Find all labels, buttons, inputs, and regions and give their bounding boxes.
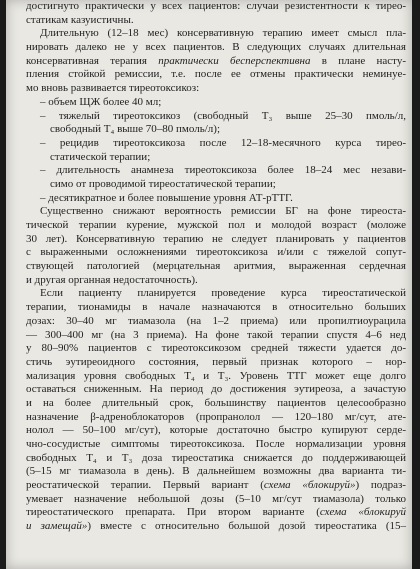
text-line: ствующей патологией (мерцательная аритмия, выраженная сердечная [26, 260, 406, 273]
text-line: умевает назначение небольшой дозы (5–10 мг/сут тиамазола) только [26, 492, 406, 505]
list-item: – тяжелый тиреотоксикоз (свободный T₃ выше 25–30 пмоль/л, [40, 109, 406, 122]
text-line: у 80–90% пациентов с тиреотоксикозом средней тяжести удается до- [26, 342, 406, 355]
text-line: тической терапии курение, мужской пол и молодой возраст (моложе [26, 219, 406, 231]
text-line: оставаться сниженным. На период до достижения эутиреоза, а зачастую [26, 383, 406, 396]
text-line: с выраженными осложнениями тиреотоксикоза и/или с тяжелой сопут- [26, 246, 406, 259]
text-line: дозах: 30–40 мг тиамазола (на 1–2 приема) или пропилтиоурацила [26, 314, 406, 327]
list-item: – длительность анамнеза тиреотоксикоза более 18–24 мес незави- [40, 164, 406, 177]
text-line: Существенно снижают вероятность ремиссии БГ на фоне тиреоста- [40, 205, 406, 218]
text-line: достигнуто практически у всех пациентов: случаи резистентности к тирео- [26, 0, 406, 12]
text-line: пления стойкой ремиссии, т.е. после ее отмены практически неминуе- [26, 68, 406, 81]
list-item: – объем ЩЖ более 40 мл; [40, 95, 162, 108]
text-line: назначение β-адреноблокаторов (пропранолол — 120–180 мг/сут, ате- [26, 410, 406, 423]
text-line: (5–15 мг тиамазола в день). В дальнейшем возможны два варианта ти- [26, 465, 406, 478]
text-line: чно-сосудистые симптомы тиреотоксикоза. После нормализации уровня [26, 438, 406, 450]
text-line: нировать далеко не у всех пациентов. В следующих случаях длительная [26, 41, 406, 54]
text-line: статикам казуистичны. [26, 13, 134, 26]
list-item: свободный T₄ выше 70–80 пмоль/л); [50, 123, 221, 136]
book-page [6, 0, 412, 569]
text-line: и замещай») вместе с относительно большой дозой тиреостатика (15– [26, 520, 406, 533]
text-line: тиреостатического препарата. При втором варианте (схема «блокируй [26, 506, 406, 519]
text-line: стичь эутиреоидного состояния, первый признак которого – нор- [26, 355, 406, 368]
text-line: Длительную (12–18 мес) консервативную терапию имеет смысл пла- [40, 27, 406, 40]
text-line: мализация уровня свободных T₄ и T₃. Уровень ТТГ может еще долго [26, 369, 406, 382]
text-line: реостатической терапии. Первый вариант (схема «блокируй») подраз- [26, 479, 406, 492]
text-line: мо вновь развивается тиреотоксикоз: [26, 82, 200, 95]
text-line: и на более длительный срок, большинству пациентов целесообразно [26, 396, 406, 409]
list-item: – десятикратное и более повышение уровня АТ-рТТГ. [40, 191, 293, 204]
text-line: консервативная терапия практически бесперспективна в плане насту- [26, 54, 406, 67]
list-item: статической терапии; [50, 150, 151, 163]
text-line: терапии, тионамиды в начале назначаются в относительно больших [26, 301, 406, 314]
text-line: свободных T₄ и T₃ доза тиреостатика снижается до поддерживающей [26, 451, 406, 464]
list-item: – рецидив тиреотоксикоза после 12–18-месячного курса тирео- [40, 136, 406, 149]
text-line: — 300–400 мг (на 3 приема). На фоне такой терапии спустя 4–6 нед [26, 328, 406, 341]
page-text [26, 0, 406, 534]
text-line: нолол — 50–100 мг/сут), которые достаточно быстро купируют серде- [26, 424, 406, 437]
text-line: 30 лет). Консервативную терапию не следует планировать у пациентов [26, 232, 406, 245]
text-line: Если пациенту планируется проведение курса тиреостатической [40, 287, 406, 300]
text-line: и другая органная недостаточность). [26, 273, 198, 286]
list-item: симо от проводимой тиреостатической терапии; [50, 177, 276, 190]
